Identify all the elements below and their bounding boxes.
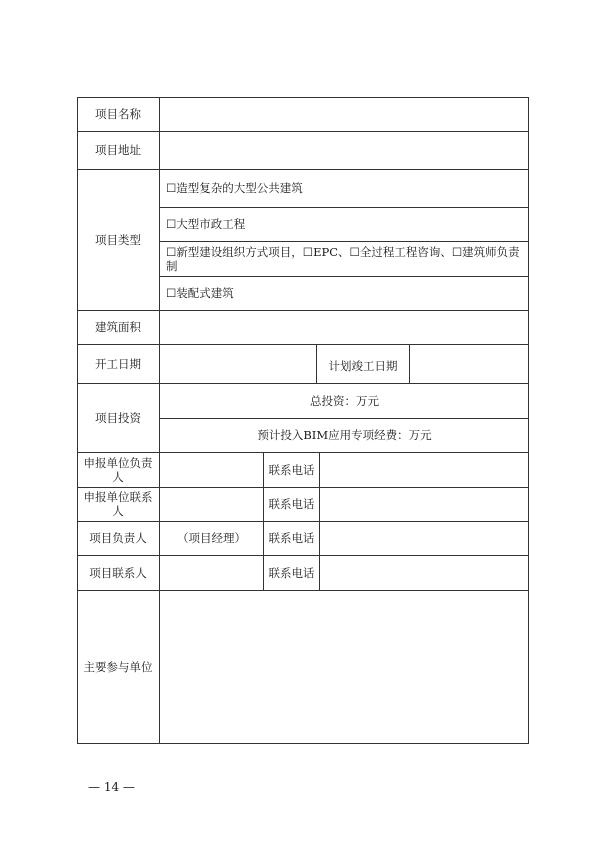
project-address-label: 项目地址 [95, 143, 141, 157]
project-contact-label: 项目联系人 [89, 565, 147, 580]
page-number: — 14 — [88, 780, 135, 794]
project-lead-field[interactable]: （项目经理） [177, 531, 246, 545]
applicant-head-phone-label: 联系电话 [268, 462, 315, 477]
applicant-head-field[interactable] [160, 452, 263, 487]
project-lead-phone-field[interactable] [320, 521, 529, 555]
applicant-head-phone-field[interactable] [320, 452, 529, 487]
project-contact-phone-label: 联系电话 [268, 565, 315, 580]
project-name-field[interactable] [160, 97, 529, 131]
applicant-contact-field[interactable] [160, 487, 263, 521]
applicant-head-label: 申报单位负责人 [83, 455, 153, 484]
investment-label: 项目投资 [95, 410, 141, 425]
planned-completion-field[interactable] [410, 344, 529, 383]
building-area-label: 建筑面积 [95, 320, 141, 334]
applicant-contact-phone-label: 联系电话 [268, 497, 315, 511]
project-contact-field[interactable] [160, 555, 263, 590]
applicant-contact-label: 申报单位联系人 [83, 490, 153, 518]
start-date-label: 开工日期 [95, 356, 141, 371]
project-lead-phone-label: 联系电话 [268, 531, 315, 545]
project-contact-phone-field[interactable] [320, 555, 529, 590]
project-type-option-public-building[interactable]: ☐造型复杂的大型公共建筑 [166, 181, 303, 195]
project-type-option-new-organization[interactable]: ☐新型建设组织方式项目，☐EPC、☐全过程工程咨询、☐建筑师负责制 [166, 244, 520, 273]
planned-completion-label: 计划竣工日期 [328, 359, 398, 373]
start-date-field[interactable] [160, 344, 316, 383]
project-name-label: 项目名称 [95, 107, 141, 121]
project-address-field[interactable] [160, 131, 529, 169]
bim-budget-field[interactable]: 预计投入BIM应用专项经费：万元 [257, 428, 432, 442]
project-type-option-prefabricated[interactable]: ☐装配式建筑 [166, 286, 234, 300]
participants-label: 主要参与单位 [83, 660, 153, 674]
project-lead-label: 项目负责人 [89, 531, 147, 545]
applicant-contact-phone-field[interactable] [320, 487, 529, 521]
project-type-label: 项目类型 [95, 232, 141, 247]
total-investment-field[interactable]: 总投资：万元 [310, 393, 379, 408]
application-form-table [77, 97, 529, 744]
participants-field[interactable] [160, 590, 529, 744]
building-area-field[interactable] [160, 310, 529, 344]
project-type-option-municipal[interactable]: ☐大型市政工程 [166, 217, 246, 231]
